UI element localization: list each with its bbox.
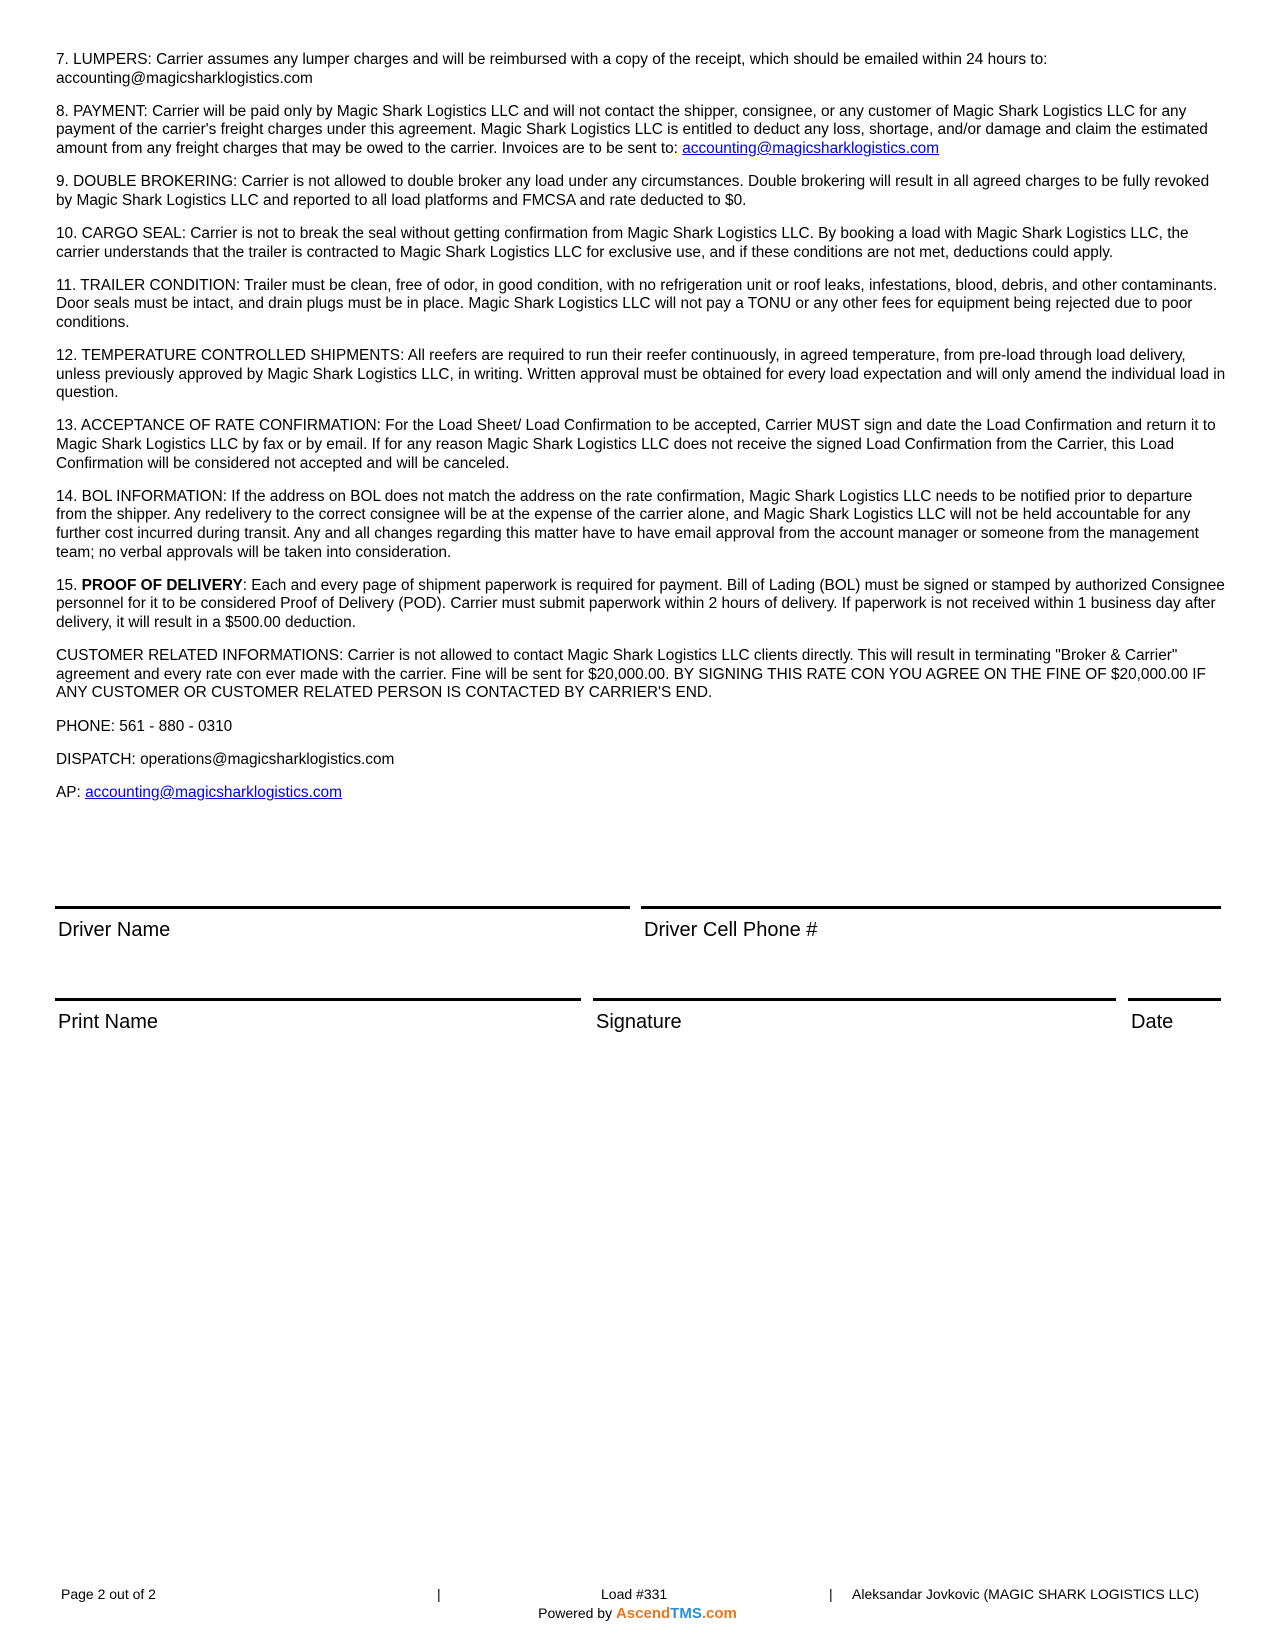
signature-line[interactable] [593,998,1116,1001]
driver-phone-label: Driver Cell Phone # [644,919,818,941]
accounting-email-link[interactable]: accounting@magicsharklogistics.com [682,139,940,157]
terms-section [56,51,1226,817]
signature-label: Signature [596,1011,682,1033]
page-number: Page 2 out of 2 [61,1586,156,1602]
term-payment [56,103,1226,159]
print-name-label: Print Name [58,1011,159,1033]
load-number: Load #331 [601,1586,668,1602]
date-line[interactable] [1128,998,1221,1001]
term-payment-text: 8. PAYMENT: Carrier will be paid only by Magic Shark Logistics LLC and will not contact the shipper, consignee, or any customer of Magic Shark Logistics LLC for any payment of the carrier's freight charges under this agreement. Magic Shark Logistics LLC is entitled to deduct any loss, shortage, and/or damage and claim the estimated amount from any freight charges that may be owed to the carrier. Invoices are to be sent to: [56,102,1208,157]
footer-user: Aleksandar Jovkovic (MAGIC SHARK LOGISTICS LLC) [852,1586,1199,1602]
term-cargo-seal: 10. CARGO SEAL: Carrier is not to break the seal without getting confirmation from Magic Shark Logistics LLC. By booking a load with Magic Shark Logistics LLC, the carrier understands that the trailer is contracted to Magic Shark Logistics LLC for exclusive use, and if these conditions are not met, deductions could apply. [56,224,1189,261]
contact-dispatch: DISPATCH: operations@magicsharklogistics.com [56,750,395,768]
term-trailer-condition: 11. TRAILER CONDITION: Trailer must be clean, free of odor, in good condition, with no refrigeration unit or roof leaks, infestations, blood, debris, and other contaminants. Door seals must be intact, and drain plugs must be in place. Magic Shark Logistics LLC will not pay a TONU or any other fees for equipment being rejected due to poor conditions. [56,276,1218,331]
footer-separator: | [829,1586,833,1602]
term-temperature: 12. TEMPERATURE CONTROLLED SHIPMENTS: All reefers are required to run their reefer continuously, in agreed temperature, from pre-load through load delivery, unless previously approved by Magic Shark Logistics LLC, in writing. Written approval must be obtained for every load expectation and will only amend the individual load in question. [56,347,1226,402]
brand-logo-tms: TMS [670,1605,702,1622]
term-bol: 14. BOL INFORMATION: If the address on BOL does not match the address on the rate confirmation, Magic Shark Logistics LLC needs to be notified prior to departure from the shipper. Any redelivery to the correct consignee will be at the expense of the carrier alone, and Magic Shark Logistics LLC will not be held accountable for any further cost incurred during transit. Any and all changes regarding this matter have to have email approval from the account manager or someone from the management team; no verbal approvals will be taken into consideration. [56,487,1199,561]
footer-separator: | [437,1586,441,1602]
contact-phone: PHONE: 561 - 880 - 0310 [56,717,233,735]
term-double-brokering: 9. DOUBLE BROKERING: Carrier is not allowed to double broker any load under any circumstances. Double brokering will result in all agreed charges to be fully revoked by Magic Shark Logistics LLC and reported to all load platforms and FMCSA and rate deducted to $0. [56,173,1210,209]
term-lumpers: 7. LUMPERS: Carrier assumes any lumper charges and will be reimbursed with a copy of the receipt, which should be emailed within 24 hours to: accounting@magicsharklogistics.com [56,51,1048,87]
driver-name-label: Driver Name [58,919,171,941]
driver-name-line[interactable] [55,906,630,909]
ap-email-link[interactable]: accounting@magicsharklogistics.com [85,783,342,801]
term-acceptance: 13. ACCEPTANCE OF RATE CONFIRMATION: For the Load Sheet/ Load Confirmation to be accepted, Carrier MUST sign and date the Load Confirmation and return it to Magic Shark Logistics LLC by fax or by email. If for any reason Magic Shark Logistics LLC does not receive the signed Load Confirmation from the Carrier, this Load Confirmation will be considered not accepted and will be canceled. [56,417,1216,472]
term-pod-num: 15. [56,576,82,594]
print-name-line[interactable] [55,998,581,1001]
term-pod-text: : Each and every page of shipment paperwork is required for payment. Bill of Lading (BOL) must be signed or stamped by authorized Consignee personnel for it to be considered Proof of Delivery (POD). Carrier must submit paperwork within 2 hours of delivery. If paperwork is not received within 1 business day after delivery, it will result in a $500.00 deduction. [56,576,1225,631]
driver-phone-line[interactable] [641,906,1221,909]
contact-ap [56,784,1226,803]
customer-info: CUSTOMER RELATED INFORMATIONS: Carrier is not allowed to contact Magic Shark Logistics LLC clients directly. This will result in terminating "Broker & Carrier" agreement and every rate con ever made with the carrier. Fine will be sent for $20,000.00. BY SIGNING THIS RATE CON YOU AGREE ON THE FINE OF $20,000.00 IF ANY CUSTOMER OR CUSTOMER RELATED PERSON IS CONTACTED BY CARRIER'S END. [56,647,1206,702]
brand-logo-com: .com [701,1605,737,1622]
date-label: Date [1131,1011,1174,1033]
term-pod-title: PROOF OF DELIVERY [81,576,243,594]
ap-label: AP: [56,783,86,801]
term-proof-of-delivery [56,577,1226,633]
powered-by-label: Powered by [538,1605,616,1621]
powered-by [0,1605,1275,1622]
brand-logo-ascend: Ascend [615,1605,671,1622]
